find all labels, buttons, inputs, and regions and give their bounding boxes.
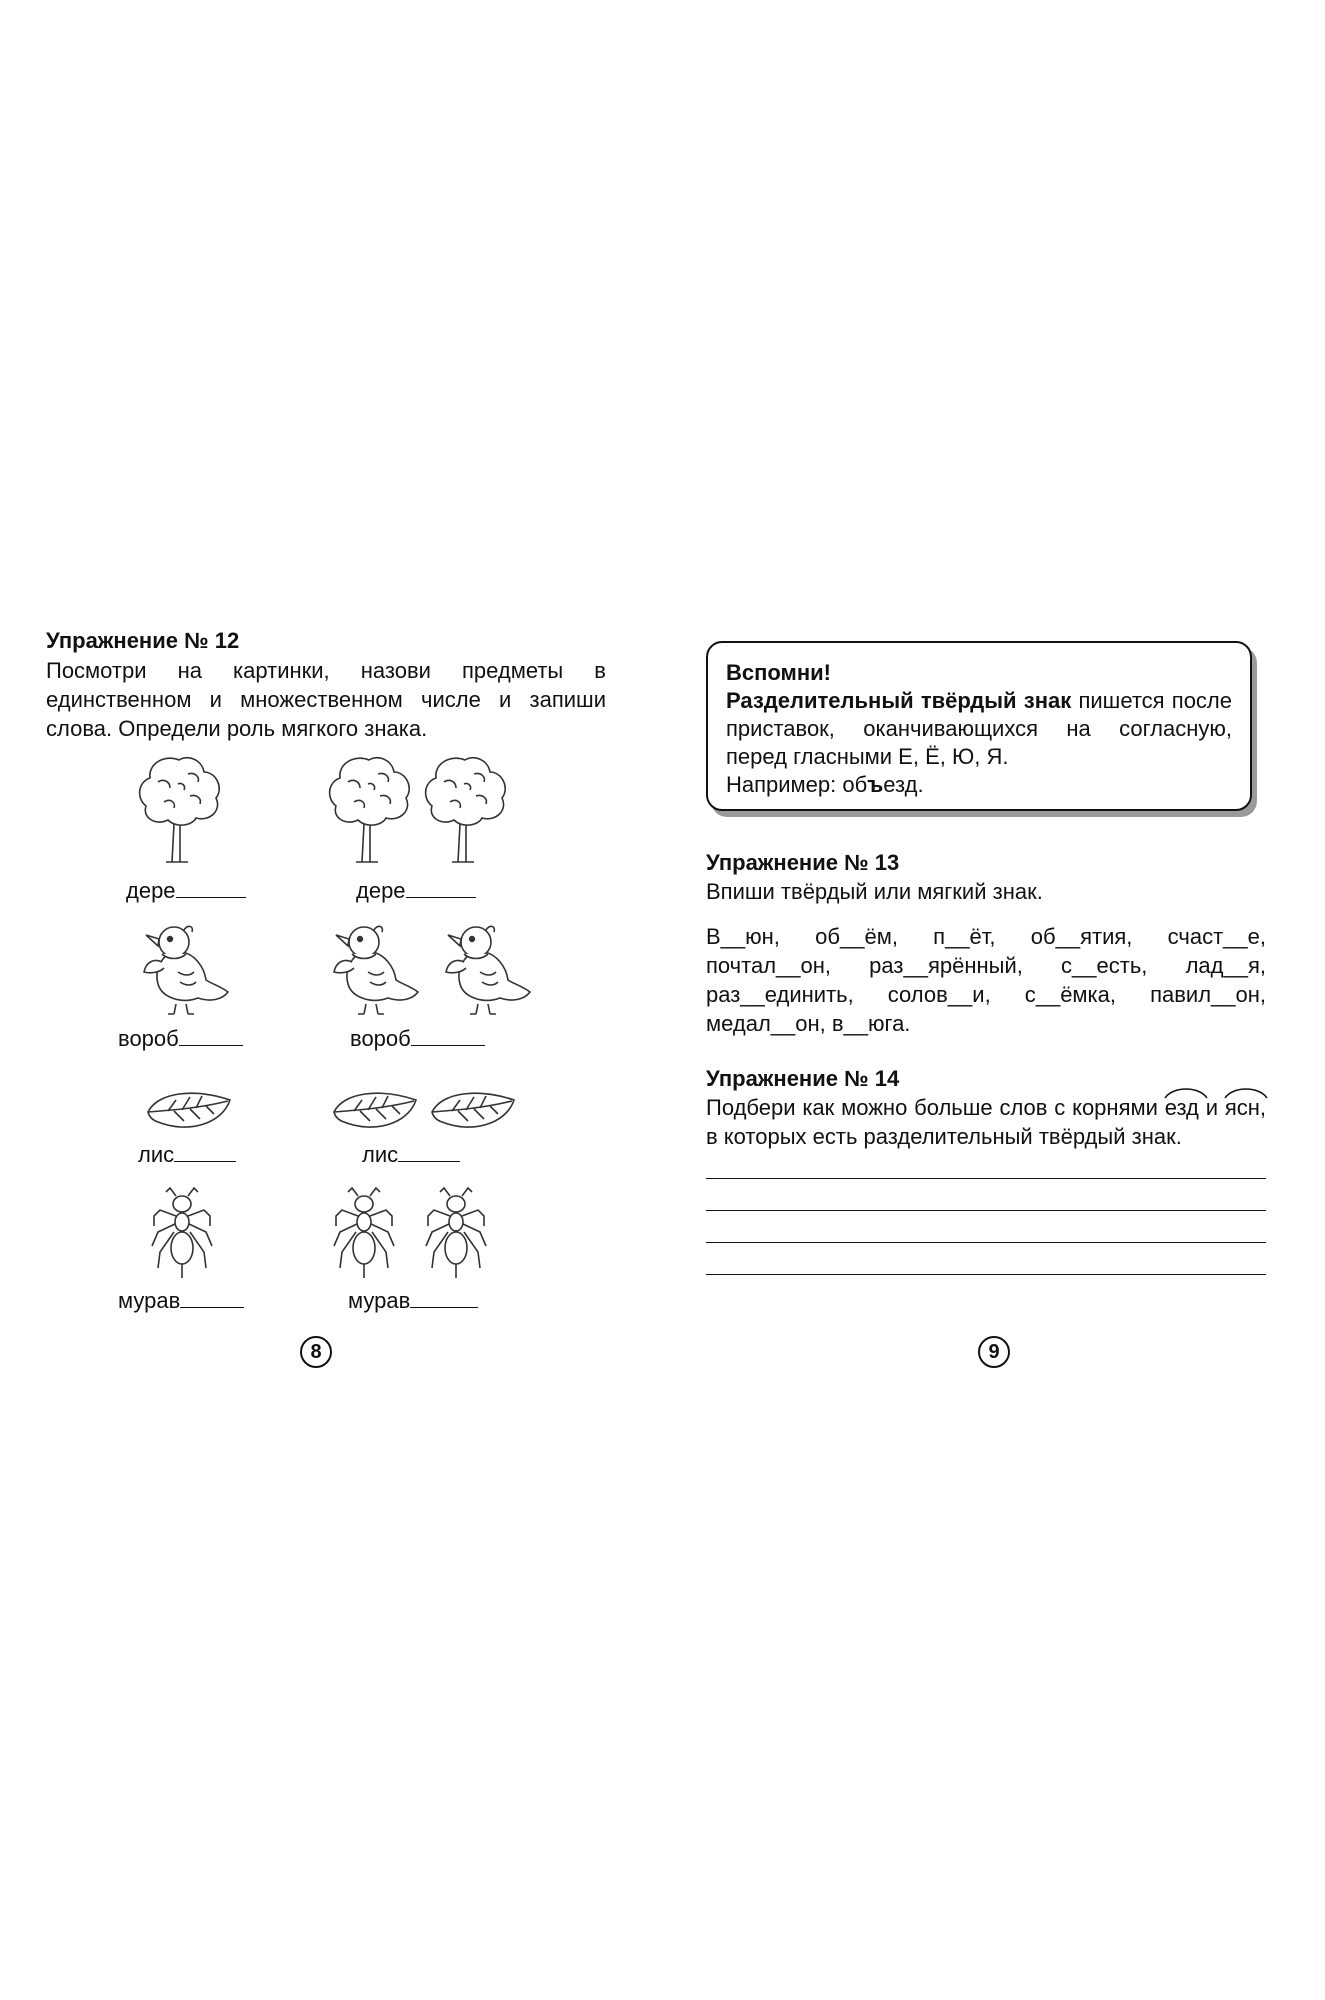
rule-text: пишется после приставок, оканчивающихся на согласную, перед гласными Е, Ё, Ю, Я.	[726, 688, 1233, 769]
leaf-icon	[428, 1088, 518, 1136]
rule-term: Разделительный твёрдый знак	[726, 688, 1072, 713]
exercise-12-instruction: Посмотри на картинки, назови предметы в единственном и множественном числе и запиши слова. Определи роль мягкого знака.	[46, 658, 606, 741]
singular-word: лис	[138, 1142, 236, 1168]
reminder-example: Например: объезд.	[726, 772, 924, 797]
plural-word: мурав	[348, 1288, 478, 1314]
answer-line[interactable]	[706, 1274, 1266, 1275]
answer-line[interactable]	[706, 1242, 1266, 1243]
sparrow-icon	[434, 922, 534, 1016]
answer-blank[interactable]	[176, 896, 246, 898]
root-arc-icon	[1163, 1086, 1209, 1100]
answer-line[interactable]	[706, 1210, 1266, 1211]
ant-icon	[418, 1186, 494, 1286]
reminder-heading: Вспомни!	[726, 660, 831, 685]
singular-word: вороб	[118, 1026, 243, 1052]
ant-icon	[144, 1186, 220, 1286]
sparrow-icon	[132, 922, 232, 1016]
exercise-13-title: Упражнение № 13	[706, 850, 900, 875]
answer-blank[interactable]	[410, 1306, 478, 1308]
tree-icon	[324, 752, 414, 864]
tree-icon	[420, 752, 510, 864]
answer-blank[interactable]	[174, 1160, 236, 1162]
hard-sign: ъ	[867, 772, 884, 797]
leaf-icon	[330, 1088, 420, 1136]
root-ezd: езд	[1165, 1093, 1199, 1122]
exercise-14-title: Упражнение № 14	[706, 1066, 900, 1091]
answer-blank[interactable]	[411, 1044, 485, 1046]
plural-word: дере	[356, 878, 476, 904]
exercise-12-title: Упражнение № 12	[46, 628, 240, 653]
plural-word: вороб	[350, 1026, 485, 1052]
exercise-14-instruction: Подбери как можно больше слов с корнями езд и ясн, в которых есть разделительный твёрдый знак.	[706, 1093, 1266, 1151]
singular-word: дере	[126, 878, 246, 904]
plural-word: лис	[362, 1142, 460, 1168]
leaf-icon	[144, 1088, 234, 1136]
answer-blank[interactable]	[398, 1160, 460, 1162]
exercise-13-words: В__юн, об__ём, п__ёт, об__ятия, счаст__е, почтал__он, раз__ярённый, с__есть, лад__я, раз__единить, солов__и, с__ёмка, павил__он, медал__он, в__юга.	[706, 924, 1266, 1036]
reminder-box	[706, 641, 1252, 811]
exercise-13-instruction: Впиши твёрдый или мягкий знак.	[706, 879, 1043, 904]
root-yasn: ясн	[1225, 1093, 1260, 1122]
answer-blank[interactable]	[406, 896, 476, 898]
page-number: 8	[300, 1336, 332, 1368]
singular-word: мурав	[118, 1288, 244, 1314]
page-number: 9	[978, 1336, 1010, 1368]
sparrow-icon	[322, 922, 422, 1016]
root-arc-icon	[1223, 1086, 1269, 1100]
reminder-rule	[726, 687, 1232, 771]
tree-icon	[134, 752, 224, 864]
ant-icon	[326, 1186, 402, 1286]
answer-blank[interactable]	[180, 1306, 244, 1308]
answer-blank[interactable]	[179, 1044, 243, 1046]
answer-line[interactable]	[706, 1178, 1266, 1179]
